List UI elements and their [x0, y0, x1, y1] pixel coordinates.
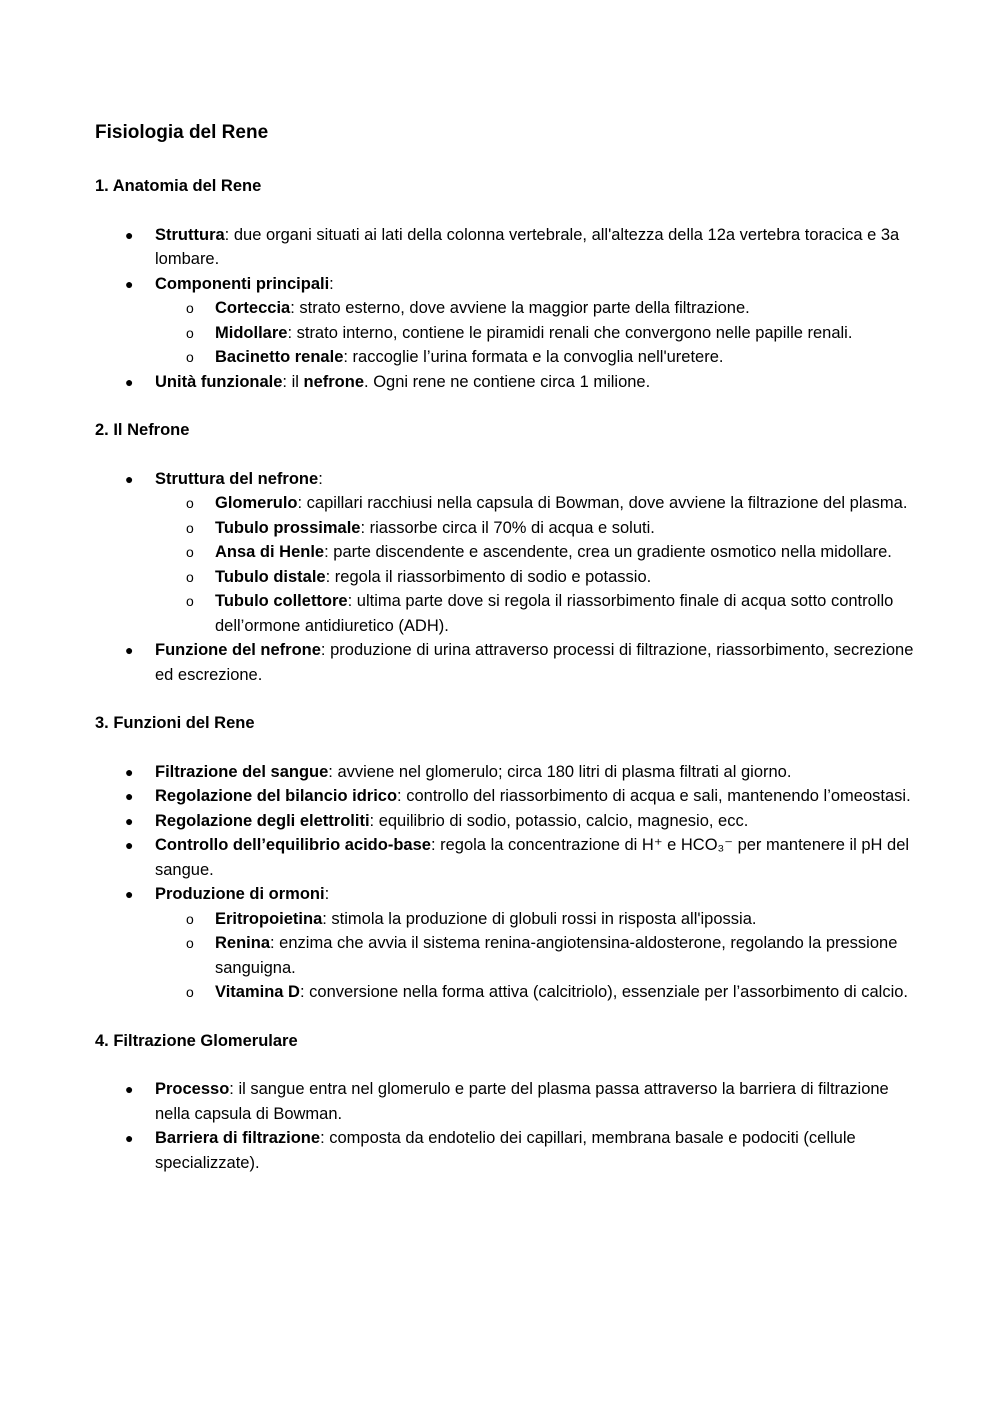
sub-list-item [155, 516, 915, 541]
list-item [95, 760, 915, 785]
sub-list [155, 491, 915, 638]
circle-bullet-icon: o [186, 544, 194, 560]
item-label: Unità funzionale [155, 372, 283, 391]
sub-list-item [155, 931, 915, 980]
bullet-icon: ● [125, 226, 134, 243]
item-label: Funzione del nefrone [155, 641, 321, 659]
circle-bullet-icon: o [186, 519, 194, 536]
item-text: : controllo del riassorbimento di acqua e sali, mantenendo l’omeostasi. [397, 787, 911, 805]
item-text: : strato esterno, dove avviene la maggior parte della filtrazione. [290, 299, 750, 317]
sub-list-item [155, 589, 915, 638]
item-label: Tubulo prossimale [215, 518, 361, 537]
item-label: Vitamina D [215, 983, 300, 1001]
bullet-icon: ● [125, 1081, 134, 1097]
section-filtrazione [95, 1029, 915, 1176]
section-nefrone [95, 418, 915, 687]
item-label-inline: nefrone [303, 372, 365, 391]
item-text: : ultima parte dove si regola il riassorbimento finale di acqua sotto controllo dell’ormone antidiuretico (ADH). [215, 592, 894, 635]
item-text: : regola la concentrazione di H⁺ e HCO₃⁻ per mantenere il pH del sangue. [155, 836, 910, 879]
section-funzioni [95, 711, 915, 1005]
item-text: : avviene nel glomerulo; circa 180 litri di plasma filtrati al giorno. [328, 762, 792, 781]
circle-bullet-icon: o [186, 984, 194, 1000]
item-text: : strato interno, contiene le piramidi renali che convergono nelle papille renali. [287, 323, 853, 342]
list-item [95, 809, 915, 834]
bullet-icon: ● [125, 275, 134, 292]
item-text: : conversione nella forma attiva (calcitriolo), essenziale per l’assorbimento di calcio. [299, 983, 909, 1001]
bullet-list [95, 467, 915, 688]
list-item [95, 467, 915, 639]
list-item [95, 272, 915, 370]
bullet-icon: ● [125, 642, 134, 658]
item-text: : parte discendente e ascendente, crea un gradiente osmotico nella midollare. [324, 543, 892, 561]
list-item [95, 1126, 915, 1175]
item-text: : equilibrio di sodio, potassio, calcio, magnesio, ecc. [369, 811, 749, 830]
section-heading: 2. Il Nefrone [95, 421, 190, 439]
sub-list [155, 296, 915, 370]
bullet-icon: ● [125, 788, 134, 804]
sub-list-item [155, 540, 915, 565]
section-heading: 4. Filtrazione Glomerulare [95, 1031, 298, 1050]
item-text: : il [282, 372, 304, 391]
bullet-icon: ● [125, 886, 134, 902]
list-item [95, 833, 915, 882]
item-text: : [324, 885, 330, 903]
item-text: : stimola la produzione di globuli rossi in risposta all'ipossia. [322, 909, 757, 928]
bullet-icon: ● [125, 470, 134, 487]
bullet-icon: ● [125, 373, 134, 390]
sub-list [155, 907, 915, 1005]
bullet-icon: ● [125, 1130, 134, 1146]
list-item [95, 223, 915, 272]
circle-bullet-icon: o [186, 349, 194, 365]
circle-bullet-icon: o [186, 568, 194, 585]
list-item [95, 638, 915, 687]
item-label: Bacinetto renale [215, 348, 344, 366]
sub-list-item [155, 907, 915, 932]
item-label: Struttura del nefrone [155, 469, 319, 488]
item-text-tail: . Ogni rene ne contiene circa 1 milione. [364, 372, 651, 391]
item-label: Tubulo distale [215, 567, 326, 586]
item-label: Eritropoietina [215, 909, 323, 928]
circle-bullet-icon: o [186, 300, 194, 316]
item-label: Glomerulo [215, 494, 298, 512]
section-anatomia [95, 174, 915, 394]
item-text: : due organi situati ai lati della colonna vertebrale, all'altezza della 12a vertebra toracica e 3a lombare. [155, 225, 900, 268]
bullet-list [95, 760, 915, 1005]
item-label: Filtrazione del sangue [155, 762, 329, 781]
sub-list-item [155, 296, 915, 321]
item-label: Midollare [215, 323, 288, 342]
section-heading: 3. Funzioni del Rene [95, 714, 255, 732]
sub-list-item [155, 345, 915, 370]
item-label: Struttura [155, 225, 225, 244]
document-page [95, 118, 915, 1199]
item-text: : raccoglie l’urina formata e la convoglia nell'uretere. [343, 348, 724, 366]
document-title: Fisiologia del Rene [95, 122, 269, 143]
item-text: : il sangue entra nel glomerulo e parte del plasma passa attraverso la barriera di filtrazione nella capsula di Bowman. [155, 1080, 889, 1123]
item-text: : regola il riassorbimento di sodio e potassio. [325, 567, 652, 586]
item-label: Renina [215, 934, 271, 952]
bullet-icon: ● [125, 837, 134, 853]
item-label: Processo [155, 1080, 230, 1098]
item-text: : riassorbe circa il 70% di acqua e soluti. [360, 518, 655, 537]
item-text: : produzione di urina attraverso processi di filtrazione, riassorbimento, secrezione ed escrezione. [155, 641, 914, 684]
circle-bullet-icon: o [186, 910, 194, 927]
circle-bullet-icon: o [186, 593, 194, 609]
bullet-icon: ● [125, 763, 134, 780]
bullet-icon: ● [125, 812, 134, 829]
item-label: Produzione di ormoni [155, 885, 325, 903]
item-text: : enzima che avvia il sistema renina-angiotensina-aldosterone, regolando la pressione sanguigna. [215, 934, 898, 977]
sub-list-item [155, 491, 915, 516]
item-label: Corteccia [215, 299, 291, 317]
item-label: Regolazione del bilancio idrico [155, 787, 398, 805]
sub-list-item [155, 980, 915, 1005]
item-text: : composta da endotelio dei capillari, membrana basale e podociti (cellule specializzate). [155, 1129, 856, 1172]
item-label: Ansa di Henle [215, 543, 325, 561]
list-item [95, 1077, 915, 1126]
item-label: Tubulo collettore [215, 592, 348, 610]
circle-bullet-icon: o [186, 324, 194, 341]
section-heading: 1. Anatomia del Rene [95, 177, 262, 195]
sub-list-item [155, 565, 915, 590]
bullet-list [95, 1077, 915, 1175]
item-text: : [318, 469, 323, 488]
item-text: : capillari racchiusi nella capsula di Bowman, dove avviene la filtrazione del plasma. [297, 494, 908, 512]
item-text: : [329, 274, 334, 293]
circle-bullet-icon: o [186, 495, 194, 511]
list-item [95, 370, 915, 395]
list-item [95, 882, 915, 1005]
circle-bullet-icon: o [186, 935, 194, 951]
bullet-list [95, 223, 915, 395]
item-label: Controllo dell’equilibrio acido-base [155, 836, 431, 854]
item-label: Barriera di filtrazione [155, 1129, 321, 1147]
sub-list-item [155, 321, 915, 346]
list-item [95, 784, 915, 809]
item-label: Regolazione degli elettroliti [155, 811, 370, 830]
item-label: Componenti principali [155, 274, 330, 293]
